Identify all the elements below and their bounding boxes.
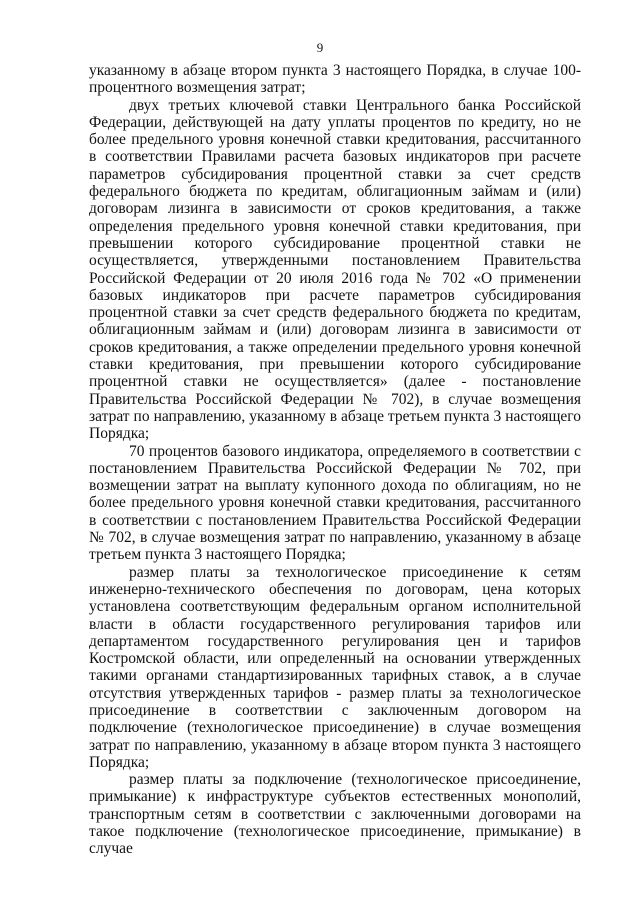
paragraph-infrastructure-connection-fee: размер платы за подключение (технологическое присоединение, примыкание) к инфраструктуре субъектов естественных монополий, транспортным сетям в соответствии с заключенными договорами на такое подключение (технологическое присоединение, примыкание) в случае (89, 771, 581, 858)
document-body (89, 62, 581, 858)
paragraph-two-thirds-key-rate: двух третьих ключевой ставки Центрального банка Российской Федерации, действующей на дату уплаты процентов по кредиту, но не более предельного уровня конечной ставки кредитования, рассчитанного в соответствии Правилами расчета базовых индикаторов при расчете параметров субсидирования процентной ставки за счет средств федерального бюджета по кредитам, облигационным займам и (или) договорам лизинга в зависимости от сроков кредитования, а также определения предельного уровня конечной ставки кредитования, при превышении которого субсидирование процентной ставки не осуществляется, утвержденными постановлением Правительства Российской Федерации от 20 июля 2016 года № 702 «О применении базовых индикаторов при расчете параметров субсидирования процентной ставки за счет средств федерального бюджета по кредитам, облигационным займам и (или) договорам лизинга в зависимости от сроков кредитования, а также определении предельного уровня конечной ставки кредитования, при превышении которого субсидирование процентной ставки не осуществляется» (далее - постановление Правительства Российской Федерации № 702), в случае возмещения затрат по направлению, указанному в абзаце третьем пункта 3 настоящего Порядка; (89, 96, 581, 443)
paragraph-70-percent-base-indicator: 70 процентов базового индикатора, определяемого в соответствии с постановлением Правительства Российской Федерации № 702, при возмещении затрат на выплату купонного дохода по облигациям, но не более предельного уровня конечной ставки кредитования, рассчитанного в соответствии с постановлением Правительства Российской Федерации № 702, в случае возмещения затрат по направлению, указанному в абзаце третьем пункта 3 настоящего Порядка; (89, 442, 581, 564)
paragraph-tech-connection-fee: размер платы за технологическое присоединение к сетям инженерно-технического обеспечения по договорам, цена которых установлена соответствующим федеральным органом исполнительной власти в области государственного регулирования тарифов или департаментом государственного регулирования цен и тарифов Костромской области, или определенный на основании утвержденных такими органами стандартизированных тарифных ставок, а в случае отсутствия утвержденных тарифов - размер платы за технологическое присоединение в соответствии с заключенным договором на подключение (технологическое присоединение) в случае возмещения затрат по направлению, указанному в абзаце втором пункта 3 настоящего Порядка; (89, 563, 581, 771)
paragraph-continuation: указанному в абзаце втором пункта 3 настоящего Порядка, в случае 100-процентного возмещения затрат; (89, 62, 581, 97)
page-number: 9 (316, 40, 324, 55)
